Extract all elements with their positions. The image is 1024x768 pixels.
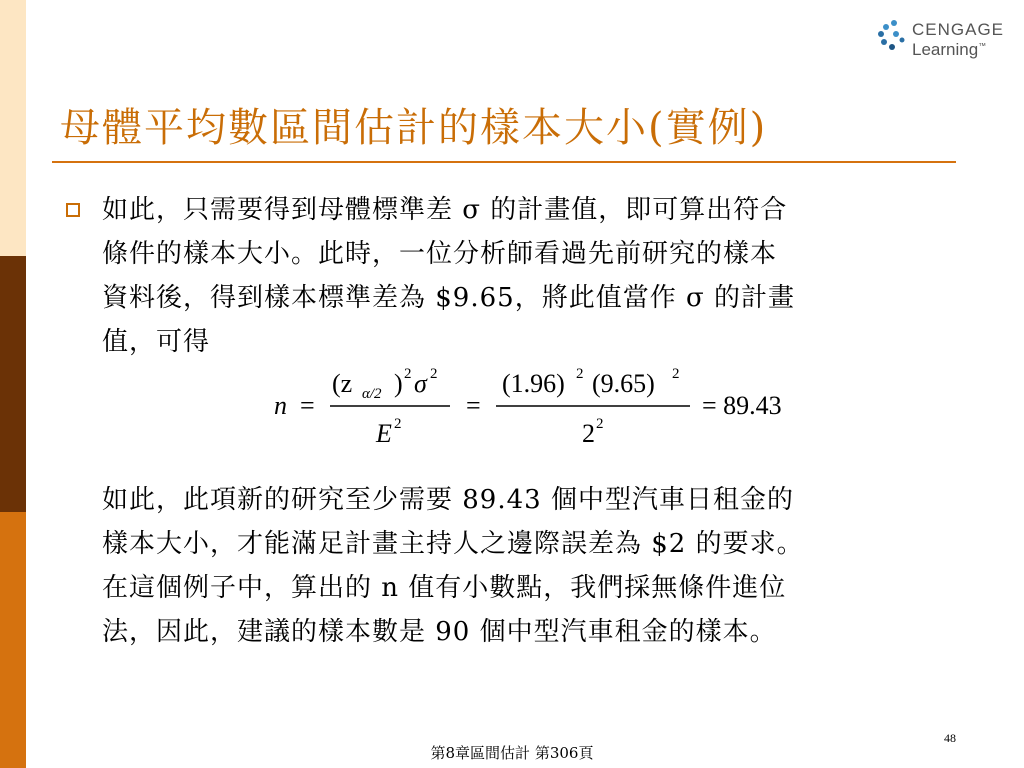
formula-den-2: 2 <box>582 419 595 448</box>
bullet-square-icon <box>66 203 80 217</box>
formula-sup-4: 2 <box>576 366 584 382</box>
slide-title: 母體平均數區間估計的樣本大小(實例) <box>60 105 768 151</box>
paragraph-line: 在這個例子中，算出的 n 值有小數點，我們採無條件進位 <box>102 573 787 603</box>
formula-svg <box>270 356 830 456</box>
sample-size-formula <box>270 356 830 456</box>
cengage-logo <box>874 14 1014 62</box>
left-strip-light <box>0 0 26 256</box>
logo-text-learning: Learning™ <box>912 40 987 59</box>
formula-z: (z <box>332 369 353 398</box>
formula-close-paren: ) <box>394 369 403 398</box>
paragraph-line: 資料後，得到樣本標準差為 $9.65，將此值當作 σ 的計畫 <box>102 283 795 313</box>
paragraph-line: 樣本大小，才能滿足計畫主持人之邊際誤差為 $2 的要求。 <box>102 529 804 559</box>
paragraph-line: 如此，此項新的研究至少需要 89.43 個中型汽車日租金的 <box>102 485 794 515</box>
paragraph-line: 條件的樣本大小。此時，一位分析師看過先前研究的樣本 <box>102 239 778 269</box>
logo-text-cengage: CENGAGE <box>912 20 1005 39</box>
formula-n: n <box>274 391 287 420</box>
paragraph-intro <box>102 188 962 364</box>
paragraph-line: 如此，只需要得到母體標準差 σ 的計畫值，即可算出符合 <box>102 195 788 225</box>
footer-caption: 第8章區間估計 第306頁 <box>430 744 594 762</box>
formula-sup-2: 2 <box>430 366 438 382</box>
left-strip-orange <box>0 512 26 768</box>
formula-sigma: σ <box>414 369 427 398</box>
title-divider <box>52 161 956 163</box>
left-strip-dark <box>0 256 26 512</box>
cengage-logo-icon <box>874 18 908 52</box>
paragraph-line: 值，可得 <box>102 327 211 357</box>
paragraph-line: 法，因此，建議的樣本數是 90 個中型汽車租金的樣本。 <box>102 617 777 647</box>
formula-eq-2: = <box>466 391 481 420</box>
paragraph-conclusion <box>102 478 962 654</box>
formula-196: (1.96) <box>502 369 565 398</box>
formula-E: E <box>376 419 392 448</box>
formula-result: = 89.43 <box>702 391 782 420</box>
formula-eq-1: = <box>300 391 315 420</box>
formula-sup-3: 2 <box>394 416 402 432</box>
page-number: 48 <box>944 731 956 745</box>
formula-sup-1: 2 <box>404 366 412 382</box>
formula-sup-5: 2 <box>672 366 680 382</box>
formula-sup-6: 2 <box>596 416 604 432</box>
formula-965: (9.65) <box>592 369 655 398</box>
formula-z-subscript: α/2 <box>362 386 382 402</box>
